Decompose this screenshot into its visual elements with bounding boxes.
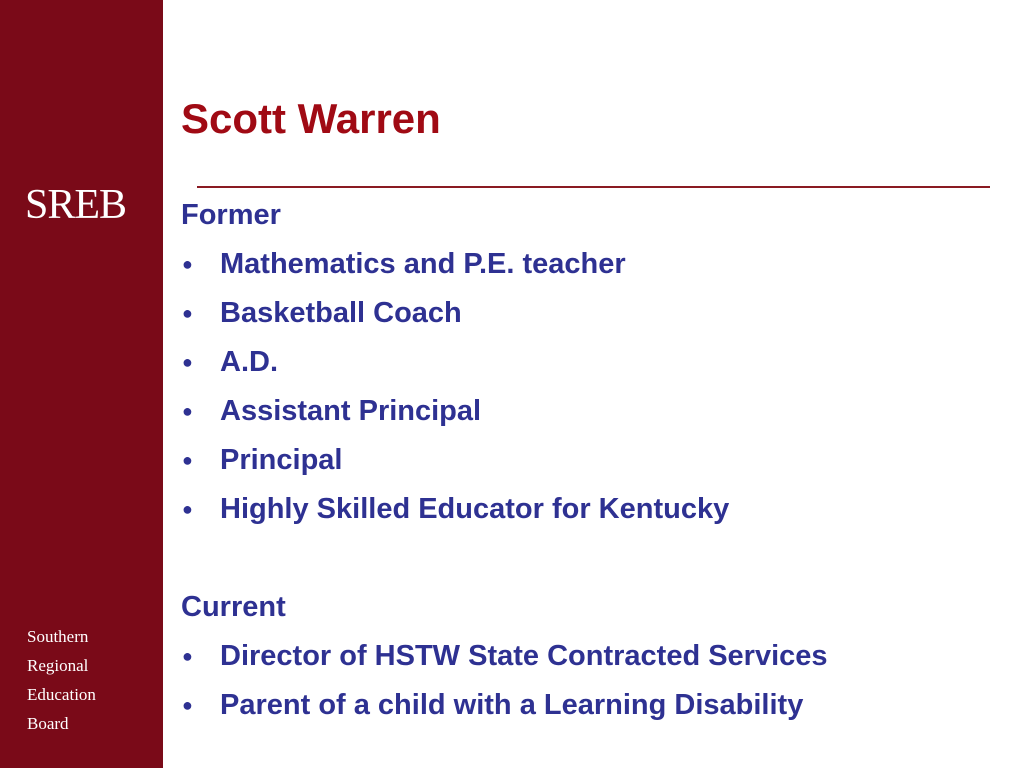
list-item (181, 390, 1011, 439)
list-item (181, 635, 1011, 684)
list-item (181, 684, 1011, 733)
organization-name (27, 622, 96, 738)
org-line: Board (27, 714, 69, 733)
bullet-icon: ● (182, 646, 193, 666)
sreb-logo: SREB (25, 182, 127, 228)
list-item-text: Director of HSTW State Contracted Services (220, 640, 828, 672)
current-list (181, 635, 1011, 733)
list-item-text: Assistant Principal (220, 395, 482, 427)
former-list (181, 243, 1011, 537)
org-line: Regional (27, 656, 89, 675)
bullet-icon: ● (182, 450, 193, 470)
list-item-text: Basketball Coach (220, 297, 462, 329)
bullet-icon: ● (182, 401, 193, 421)
list-item (181, 243, 1011, 292)
list-item-text: Principal (220, 444, 343, 476)
bullet-icon: ● (182, 695, 193, 715)
bullet-icon: ● (182, 303, 193, 323)
list-item (181, 488, 1011, 537)
org-line: Southern (27, 627, 89, 646)
list-item-text: Highly Skilled Educator for Kentucky (220, 493, 730, 525)
slide-title: Scott Warren (181, 95, 441, 142)
list-item (181, 341, 1011, 390)
current-heading: Current (181, 591, 286, 623)
slide-body (181, 194, 1011, 733)
bullet-icon: ● (182, 254, 193, 274)
list-item (181, 292, 1011, 341)
section-spacer (181, 537, 1011, 586)
title-divider (197, 186, 990, 188)
former-heading: Former (181, 199, 281, 231)
bullet-icon: ● (182, 499, 193, 519)
list-item (181, 439, 1011, 488)
list-item-text: A.D. (220, 346, 278, 378)
list-item-text: Parent of a child with a Learning Disability (220, 689, 804, 721)
sidebar (0, 0, 163, 768)
list-item-text: Mathematics and P.E. teacher (220, 248, 626, 280)
org-line: Education (27, 685, 96, 704)
bullet-icon: ● (182, 352, 193, 372)
